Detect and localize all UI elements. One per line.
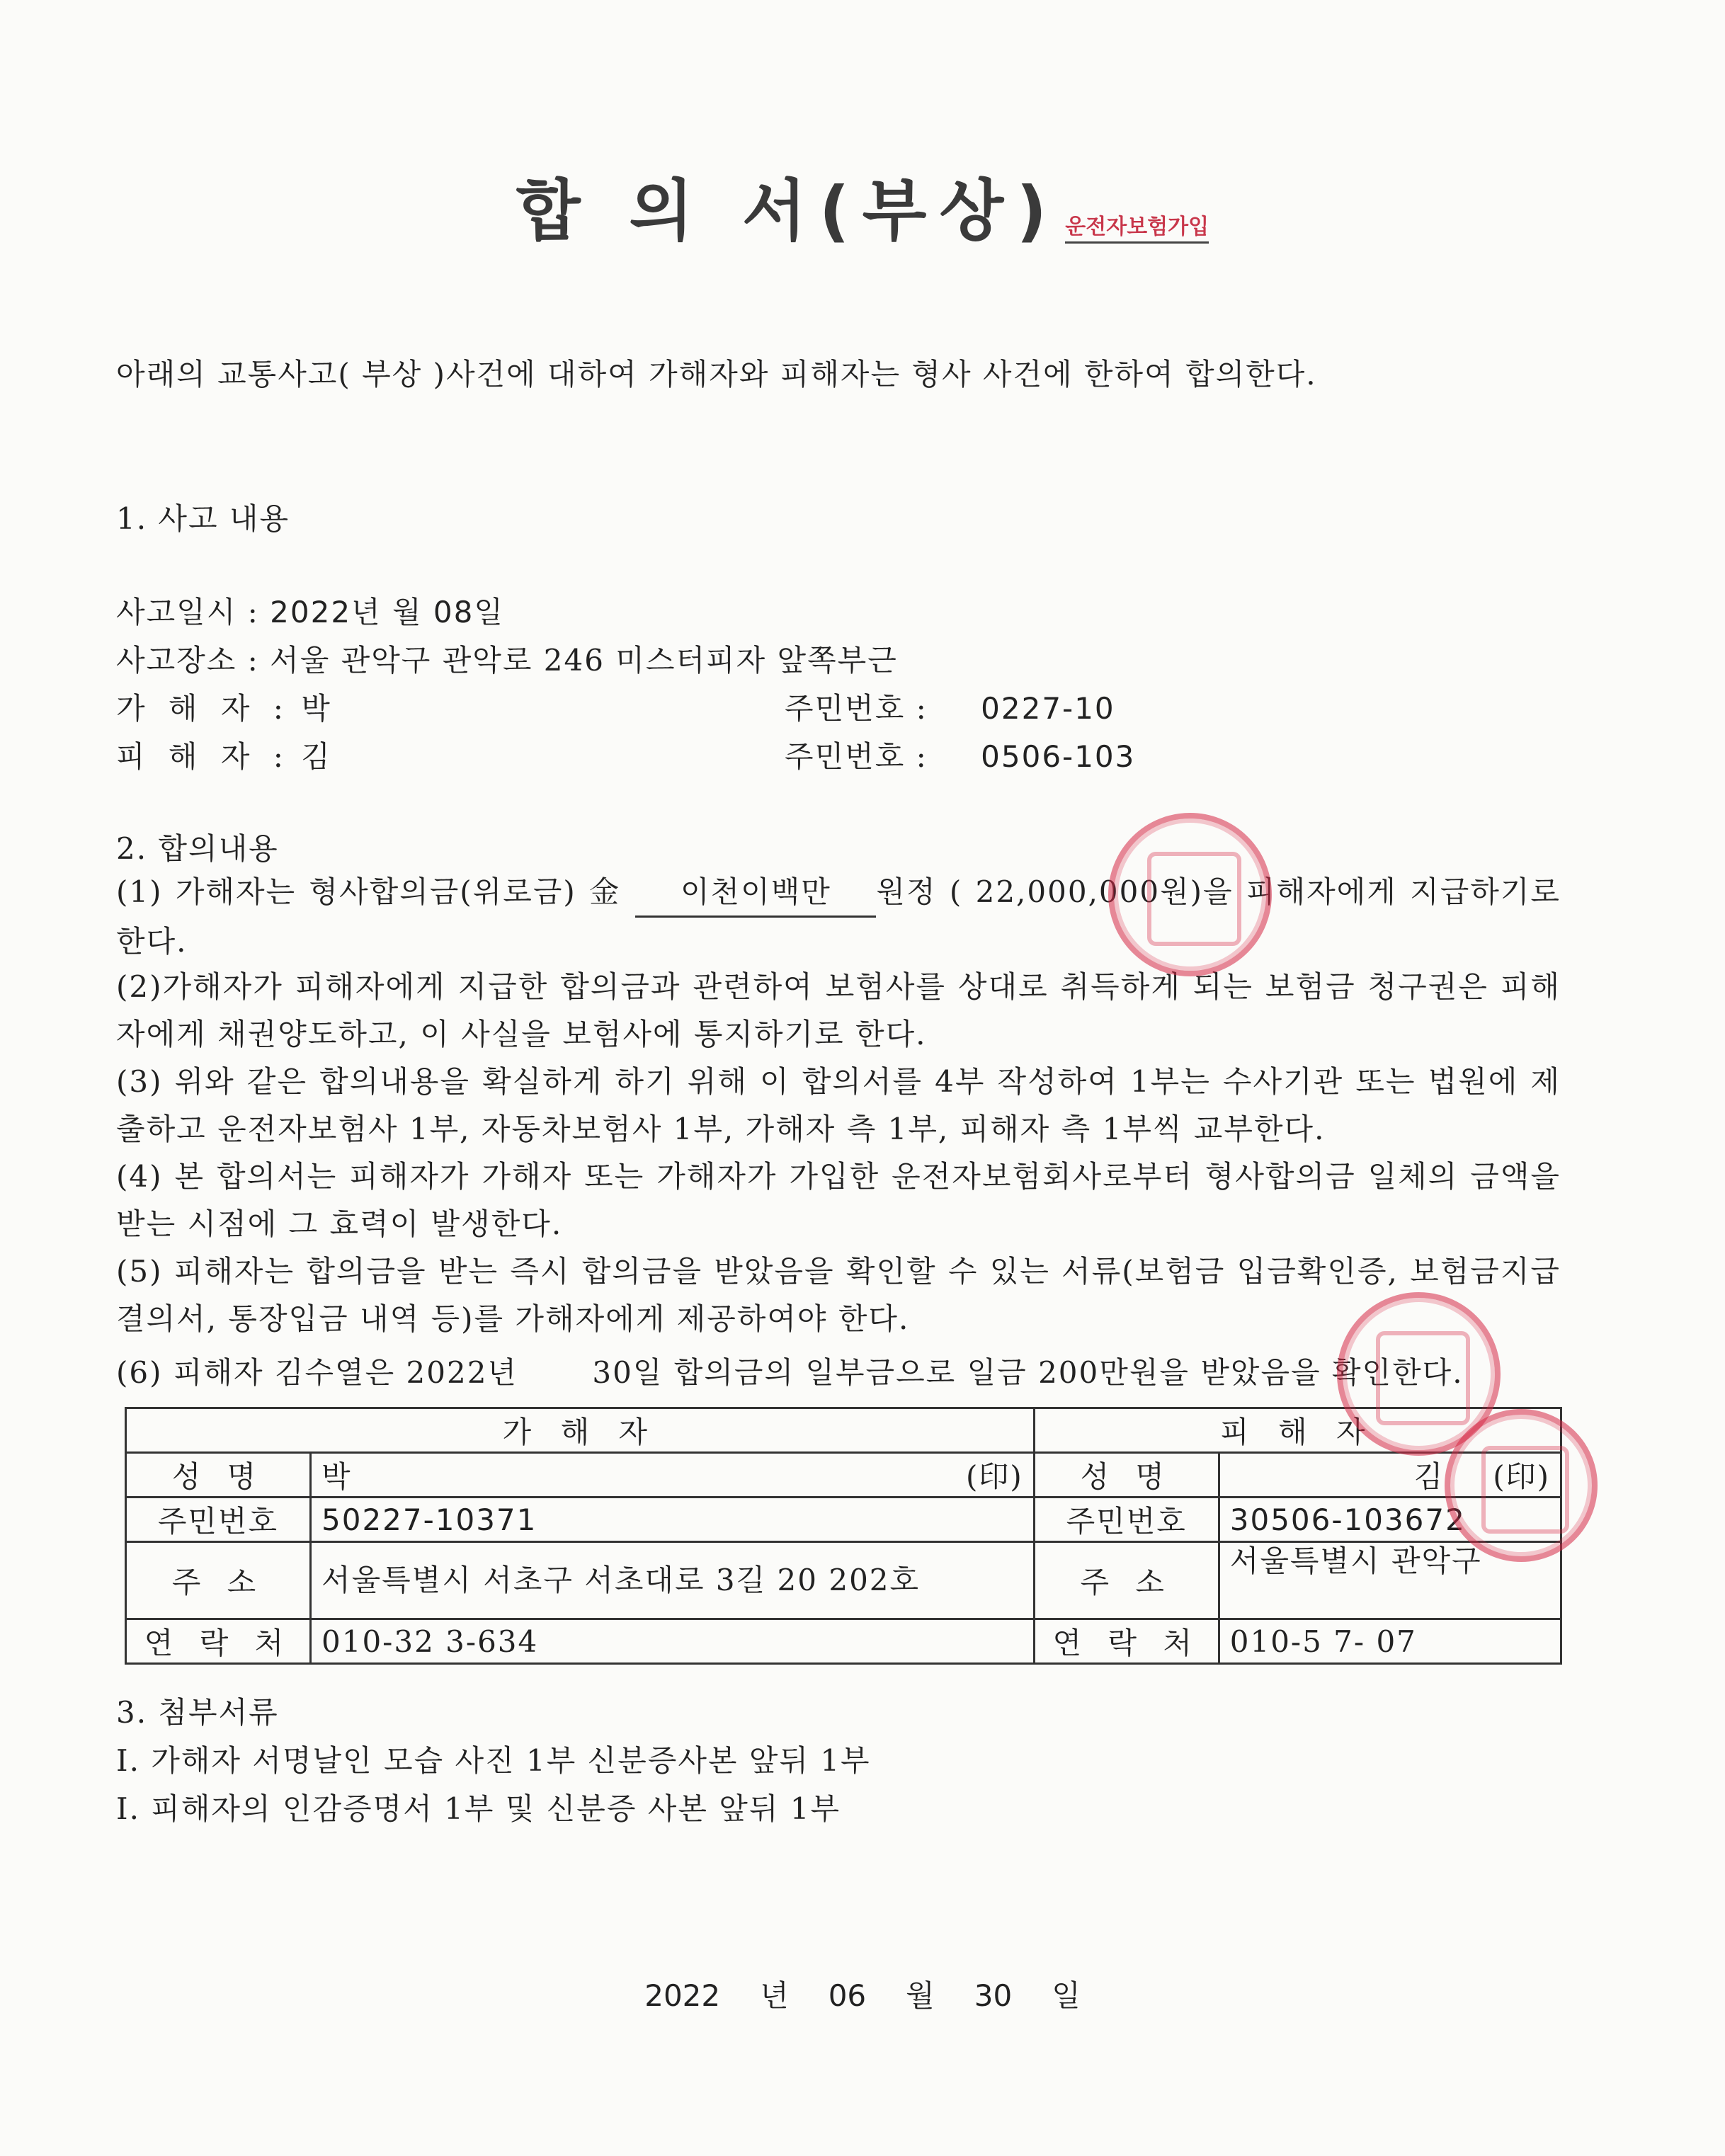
offender-label: 가 해 자 :	[116, 691, 290, 726]
table-row	[126, 1498, 1561, 1542]
offender-table-rrn: 50227-10371	[311, 1498, 1035, 1542]
section3-heading: 3. 첨부서류	[116, 1695, 279, 1730]
name-label-victim: 성 명	[1034, 1453, 1219, 1498]
victim-header: 피 해 자	[1034, 1408, 1561, 1453]
amount-in-words: 이천이백만	[635, 868, 876, 918]
offender-table-name: 박	[321, 1459, 352, 1494]
victim-label: 피 해 자 :	[116, 739, 290, 774]
attachment-2: Ⅰ. 피해자의 인감증명서 1부 및 신분증 사본 앞뒤 1부	[116, 1791, 841, 1826]
parties-table	[125, 1407, 1562, 1665]
clause-6	[116, 1350, 1464, 1392]
signing-year-unit: 년	[760, 1978, 789, 2013]
clause-1	[116, 868, 1561, 965]
table-row	[126, 1542, 1561, 1619]
accident-date-value: 2022년 월 08일	[270, 595, 504, 629]
signing-month-unit: 월	[906, 1978, 935, 2013]
document-title: 합 의 서(부상)	[516, 173, 1060, 250]
offender-rrn-label: 주민번호 :	[785, 691, 928, 726]
signing-day: 30	[974, 1978, 1013, 2013]
clause-6-text-b: 30일 합의금의 일부금으로 일금 200만원을 받았음을 확인한다.	[592, 1355, 1464, 1390]
offender-table-addr: 서울특별시 서초구 서초대로 3길 20 202호	[311, 1542, 1035, 1619]
clause-1-text-a: (1) 가해자는 형사합의금(위로금) 金	[116, 874, 623, 909]
clause-1-text-b: 원정 ( 22,000,000원)을 피해자에게 지급하기로 한다.	[116, 874, 1561, 959]
seal-stamp	[1445, 1409, 1598, 1562]
accident-date-row	[116, 589, 504, 632]
intro-text: 아래의 교통사고( 부상 )사건에 대하여 가해자와 피해자는 형사 사건에 한하여 합의한다.	[116, 357, 1317, 392]
rrn-label-victim: 주민번호	[1034, 1498, 1219, 1542]
offender-rrn-value: 0227-10	[981, 691, 1115, 726]
clause-3: (3) 위와 같은 합의내용을 확실하게 하기 위해 이 합의서를 4부 작성하여 1부는 수사기관 또는 법원에 제출하고 운전자보험사 1부, 자동차보험사 1부, 가해자 측 1부, 피해자 측 1부씩 교부한다.	[116, 1064, 1561, 1146]
title-block	[0, 157, 1725, 253]
table-header-row	[126, 1408, 1561, 1453]
offender-seal-mark: (印)	[965, 1459, 1023, 1494]
accident-place-label: 사고장소 :	[116, 643, 259, 678]
accident-place-value: 서울 관악구 관악로 246 미스터피자 앞쪽부근	[270, 643, 898, 678]
clause-4: (4) 본 합의서는 피해자가 가해자 또는 가해자가 가입한 운전자보험회사로부터 형사합의금 일체의 금액을 받는 시점에 그 효력이 발생한다.	[116, 1159, 1561, 1241]
offender-name-cell	[311, 1453, 1035, 1498]
victim-name: 김	[301, 739, 331, 774]
offender-name: 박	[301, 691, 331, 726]
table-row	[126, 1619, 1561, 1664]
signing-month: 06	[828, 1978, 867, 2013]
contact-label-offender: 연 락 처	[126, 1619, 311, 1664]
clause-6-text-a: (6) 피해자 김수열은 2022년	[116, 1355, 518, 1390]
offender-header: 가 해 자	[126, 1408, 1035, 1453]
signing-date	[0, 1973, 1725, 2015]
accident-place-row	[116, 637, 898, 680]
victim-rrn-label: 주민번호 :	[785, 739, 928, 774]
section2-heading: 2. 합의내용	[116, 831, 279, 866]
table-row	[126, 1453, 1561, 1498]
victim-table-contact: 010-5 7- 07	[1219, 1619, 1561, 1664]
attachment-1: Ⅰ. 가해자 서명날인 모습 사진 1부 신분증사본 앞뒤 1부	[116, 1743, 871, 1778]
offender-table-contact: 010-32 3-634	[311, 1619, 1035, 1664]
victim-table-addr: 서울특별시 관악구	[1219, 1542, 1561, 1619]
clause-2: (2)가해자가 피해자에게 지급한 합의금과 관련하여 보험사를 상대로 취득하게 되는 보험금 청구권은 피해자에게 채권양도하고, 이 사실을 보험사에 통지하기로 한다.	[116, 969, 1561, 1051]
offender-rrn	[785, 685, 1115, 728]
signing-year: 2022	[644, 1978, 721, 2013]
victim-row	[116, 734, 331, 776]
victim-rrn	[785, 734, 1135, 776]
addr-label-offender: 주 소	[126, 1542, 311, 1619]
clause-5: (5) 피해자는 합의금을 받는 즉시 합의금을 받았음을 확인할 수 있는 서류(보험금 입금확인증, 보험금지급결의서, 통장입금 내역 등)를 가해자에게 제공하여야 한다.	[116, 1254, 1561, 1336]
contact-label-victim: 연 락 처	[1034, 1619, 1219, 1664]
document-subtitle: 운전자보험가입	[1065, 209, 1209, 244]
signing-day-unit: 일	[1052, 1978, 1081, 2013]
victim-table-rrn: 30506-103672	[1219, 1498, 1561, 1542]
offender-row	[116, 685, 331, 728]
victim-table-name: 김	[1413, 1459, 1445, 1494]
rrn-label-offender: 주민번호	[126, 1498, 311, 1542]
section1-heading: 1. 사고 내용	[116, 501, 290, 536]
name-label-offender: 성 명	[126, 1453, 311, 1498]
victim-rrn-value: 0506-103	[981, 739, 1136, 774]
addr-label-victim: 주 소	[1034, 1542, 1219, 1619]
accident-date-label: 사고일시 :	[116, 595, 259, 629]
victim-seal-mark: (印)	[1493, 1459, 1550, 1494]
seal-stamp	[1108, 813, 1272, 976]
